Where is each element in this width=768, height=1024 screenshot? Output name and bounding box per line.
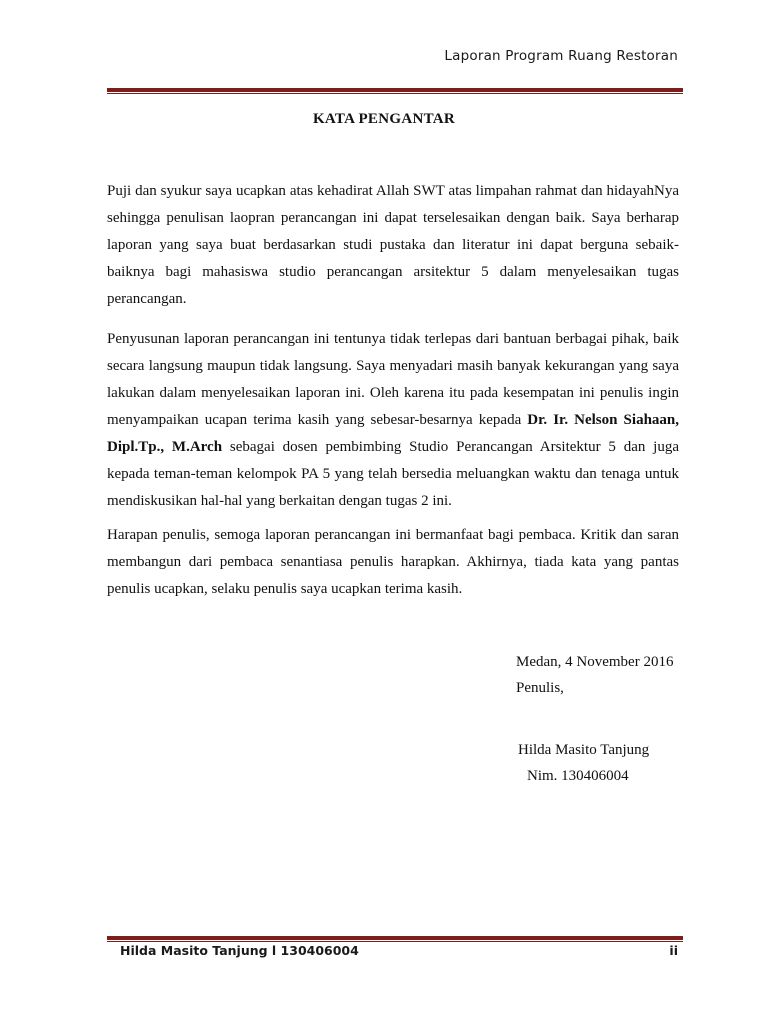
footer-author: Hilda Masito Tanjung l 130406004 xyxy=(120,943,359,958)
page-number: ii xyxy=(669,943,678,958)
header-rule xyxy=(107,88,683,94)
footer-rule xyxy=(107,936,683,942)
paragraph-2 xyxy=(107,326,679,515)
paragraph-1: Puji dan syukur saya ucapkan atas kehadirat Allah SWT atas limpahan rahmat dan hidayahNya sehingga penulisan laopran perancangan ini dapat terselesaikan dengan baik. Saya berharap laporan yang saya buat berdasarkan studi pustaka dan literatur ini dapat berguna sebaik-baiknya bagi mahasiswa studio perancangan arsitektur 5 dalam menyelesaikan tugas perancangan. xyxy=(107,183,679,307)
running-header: Laporan Program Ruang Restoran xyxy=(444,48,678,64)
writer-label: Penulis, xyxy=(516,680,564,696)
paragraph-3: Harapan penulis, semoga laporan perancangan ini bermanfaat bagi pembaca. Kritik dan saran membangun dari pembaca senantiasa penulis harapkan. Akhirnya, tiada kata yang pantas penulis ucapkan, selaku penulis saya ucapkan terima kasih. xyxy=(107,527,679,597)
place-date: Medan, 4 November 2016 xyxy=(516,654,674,670)
supervisor-name: Dr. Ir. Nelson Siahaan, Dipl.Tp., M.Arch xyxy=(107,412,679,455)
paragraph-2-text-start: Penyusunan laporan perancangan ini tentunya tidak terlepas dari bantuan berbagai pihak, baik secara langsung maupun tidak langsung. Saya menyadari masih banyak kekurangan yang saya lakukan dalam menyelesaikan laporan ini. Oleh karena itu pada kesempatan ini penulis ingin menyampaikan ucapan terima kasih yang sebesar-besarnya kepada xyxy=(107,331,679,428)
signer-name: Hilda Masito Tanjung xyxy=(518,742,650,758)
page-title: KATA PENGANTAR xyxy=(312,111,456,127)
signer-nim: Nim. 130406004 xyxy=(527,768,629,784)
paragraph-2-text-end: sebagai dosen pembimbing Studio Perancangan Arsitektur 5 dan juga kepada teman-teman kelompok PA 5 yang telah bersedia meluangkan waktu dan tenaga untuk mendiskusikan hal-hal yang berkaitan dengan tugas 2 ini. xyxy=(107,439,679,509)
